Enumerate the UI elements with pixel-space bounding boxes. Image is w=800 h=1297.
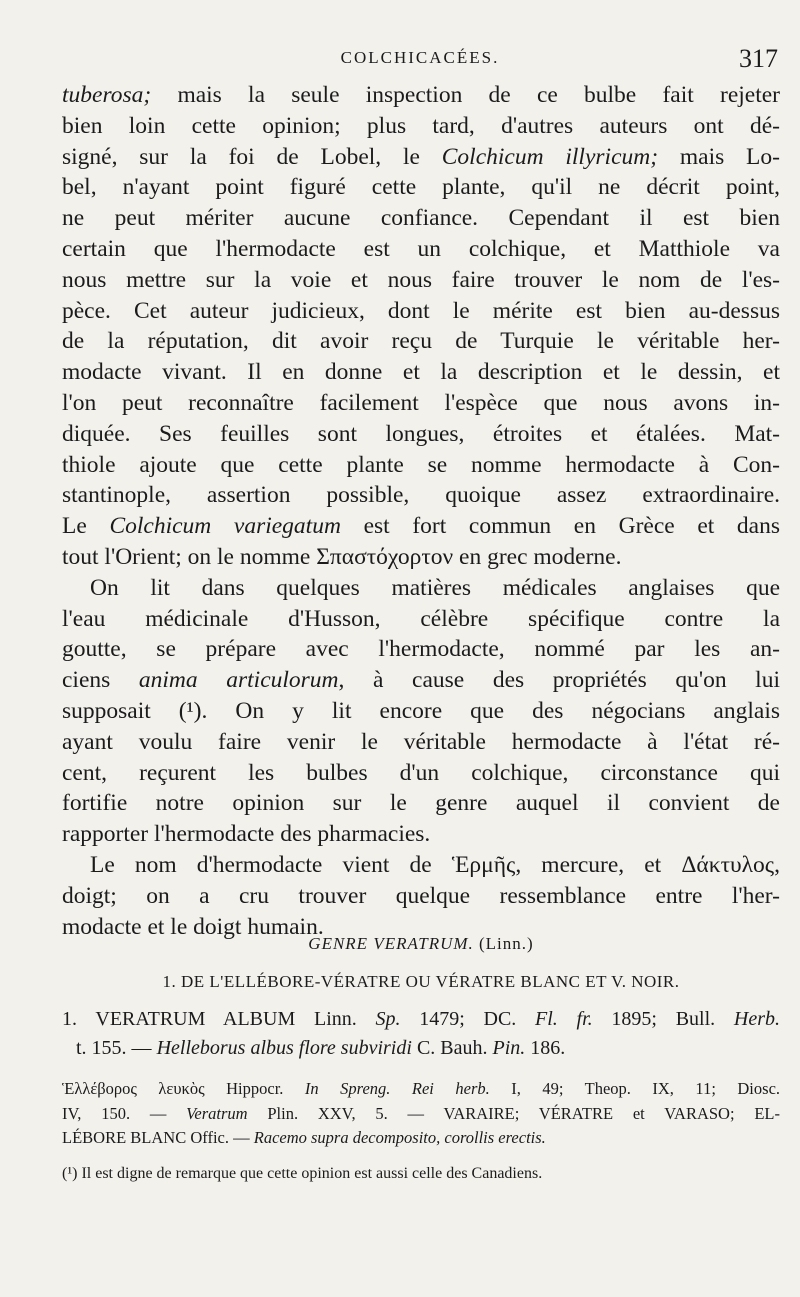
genus-heading <box>62 934 780 954</box>
text-line <box>62 634 780 665</box>
text-line <box>62 450 780 481</box>
text-line <box>62 419 780 450</box>
smallprint-line <box>62 1077 780 1102</box>
text-run: nous mettre sur la voie et nous faire trouver le nom de l'es- <box>62 266 780 293</box>
text-run: Helleborus albus flore subviridi <box>156 1037 412 1059</box>
text-run: LÉBORE BLANC Offic. — <box>62 1128 254 1147</box>
text-run: de la réputation, dit avoir reçu de Turquie le véritable her- <box>62 328 780 355</box>
text-line <box>62 265 780 296</box>
text-run: ciens <box>62 667 139 694</box>
text-line <box>62 296 780 327</box>
text-run: ayant voulu faire venir le véritable hermodacte à l'état ré- <box>62 728 780 755</box>
text-run: fortifie notre opinion sur le genre auquel il convient de <box>62 790 780 817</box>
text-run: diquée. Ses feuilles sont longues, étroites et étalées. Mat- <box>62 420 780 447</box>
text-run: Fl. fr. <box>535 1008 593 1030</box>
text-line <box>62 788 780 819</box>
text-run: modacte et le doigt humain. <box>62 913 324 940</box>
text-run: Ἑλλέβορος λευκὸς Hippocr. <box>62 1079 305 1098</box>
text-run: supposait (¹). On y lit encore que des négocians anglais <box>62 697 780 724</box>
synonymy-line <box>62 1005 780 1034</box>
text-run: mais la seule inspection de ce bulbe fait rejeter <box>151 82 780 108</box>
genus-authority: (Linn.) <box>479 934 534 953</box>
text-run: anima articulorum <box>138 667 339 694</box>
text-run: On lit dans quelques matières médicales anglaises que <box>90 574 780 601</box>
text-run: l'eau médicinale d'Husson, célèbre spécifique contre la <box>62 605 780 632</box>
smallprint-line <box>62 1102 780 1127</box>
text-line <box>62 203 780 234</box>
text-run: mais Lo- <box>658 143 780 170</box>
text-run: Colchicum illyricum; <box>441 143 659 170</box>
text-run: rapporter l'hermodacte des pharmacies. <box>62 821 431 848</box>
text-run: I, 49; Theop. IX, 11; Diosc. <box>489 1079 781 1098</box>
text-line <box>62 819 780 850</box>
page-number: 317 <box>739 44 778 73</box>
text-run: pèce. Cet auteur judicieux, dont le mérite est bien au-dessus <box>62 297 780 324</box>
text-run: Herb. <box>733 1008 780 1030</box>
text-line <box>62 80 780 111</box>
text-run: IV, 150. — <box>62 1103 187 1123</box>
text-run: 186. <box>525 1037 566 1059</box>
text-line <box>62 604 780 635</box>
text-run: modacte vivant. Il en donne et la description et le dessin, et <box>62 359 780 386</box>
text-line <box>62 511 780 542</box>
smallprint-line <box>62 1126 780 1151</box>
text-run: Sp. <box>375 1008 401 1030</box>
text-line <box>62 573 780 604</box>
text-line <box>62 388 780 419</box>
text-line <box>62 758 780 789</box>
text-line <box>62 234 780 265</box>
text-line <box>62 357 780 388</box>
text-run: Plin. XXV, 5. — VARAIRE; VÉRATRE et VARASO; EL- <box>247 1103 780 1123</box>
genus-label: GENRE <box>308 934 369 953</box>
text-line <box>62 111 780 142</box>
text-run: t. 155. — <box>76 1037 157 1059</box>
text-run: est fort commun en Grèce et dans <box>340 513 780 540</box>
text-run: ne peut mériter aucune confiance. Cependant il est bien <box>62 205 780 232</box>
text-run: thiole ajoute que cette plante se nomme hermodacte à Con- <box>62 451 780 478</box>
running-title: COLCHICACÉES. <box>340 48 500 67</box>
text-line <box>62 172 780 203</box>
text-run: bel, n'ayant point figuré cette plante, qu'il ne décrit point, <box>62 174 780 201</box>
species-heading: 1. DE L'ELLÉBORE-VÉRATRE OU VÉRATRE BLANC ET V. NOIR. <box>162 972 680 991</box>
text-line <box>62 696 780 727</box>
text-run: tuberosa; <box>62 82 152 108</box>
text-run: stantinople, assertion possible, quoique assez extraordinaire. <box>62 482 780 509</box>
text-line <box>62 850 780 881</box>
text-run: signé, sur la foi de Lobel, le <box>62 143 442 170</box>
text-run: Pin. <box>492 1037 526 1059</box>
smallprint-block <box>62 1077 780 1151</box>
text-run: 1895; Bull. <box>592 1008 734 1030</box>
text-run: 1479; DC. <box>400 1008 536 1030</box>
text-line <box>62 326 780 357</box>
text-run: Racemo supra decomposito, corollis erectis. <box>253 1128 546 1147</box>
text-run: , à cause des propriétés qu'on lui <box>338 667 780 694</box>
text-run: goutte, se prépare avec l'hermodacte, nommé par les an- <box>62 636 780 663</box>
text-run: cent, reçurent les bulbes d'un colchique, circonstance qui <box>62 759 780 786</box>
text-line <box>62 480 780 511</box>
text-run: In Spreng. Rei herb. <box>304 1079 490 1098</box>
text-run: bien loin cette opinion; plus tard, d'autres auteurs ont dé- <box>62 112 780 139</box>
text-run: 1. VERATRUM ALBUM Linn. <box>62 1008 376 1030</box>
text-run: l'on peut reconnaître facilement l'espèce que nous avons in- <box>62 389 780 416</box>
text-run: Le nom d'hermodacte vient de Ἑρμῆς, mercure, et Δάκτυλος, <box>90 851 780 878</box>
text-run: tout l'Orient; on le nomme Σπαστόχορτον en grec moderne. <box>62 543 622 570</box>
text-line <box>62 542 780 573</box>
text-line <box>62 665 780 696</box>
text-run: C. Bauh. <box>411 1037 493 1059</box>
text-run: Veratrum <box>186 1103 248 1123</box>
text-run: Le <box>62 513 110 540</box>
text-run: certain que l'hermodacte est un colchique, et Matthiole va <box>62 235 780 262</box>
text-run: doigt; on a cru trouver quelque ressemblance entre l'her- <box>62 882 780 909</box>
text-run: Colchicum variegatum <box>109 513 341 540</box>
body-text <box>62 80 780 942</box>
footnote: (¹) Il est digne de remarque que cette opinion est aussi celle des Canadiens. <box>62 1165 543 1182</box>
text-line <box>62 727 780 758</box>
genus-name: VERATRUM. <box>373 934 474 953</box>
synonymy-block <box>62 1005 780 1063</box>
running-head <box>62 44 778 80</box>
synonymy-line <box>62 1034 780 1063</box>
text-line <box>62 881 780 912</box>
text-line <box>62 142 780 173</box>
